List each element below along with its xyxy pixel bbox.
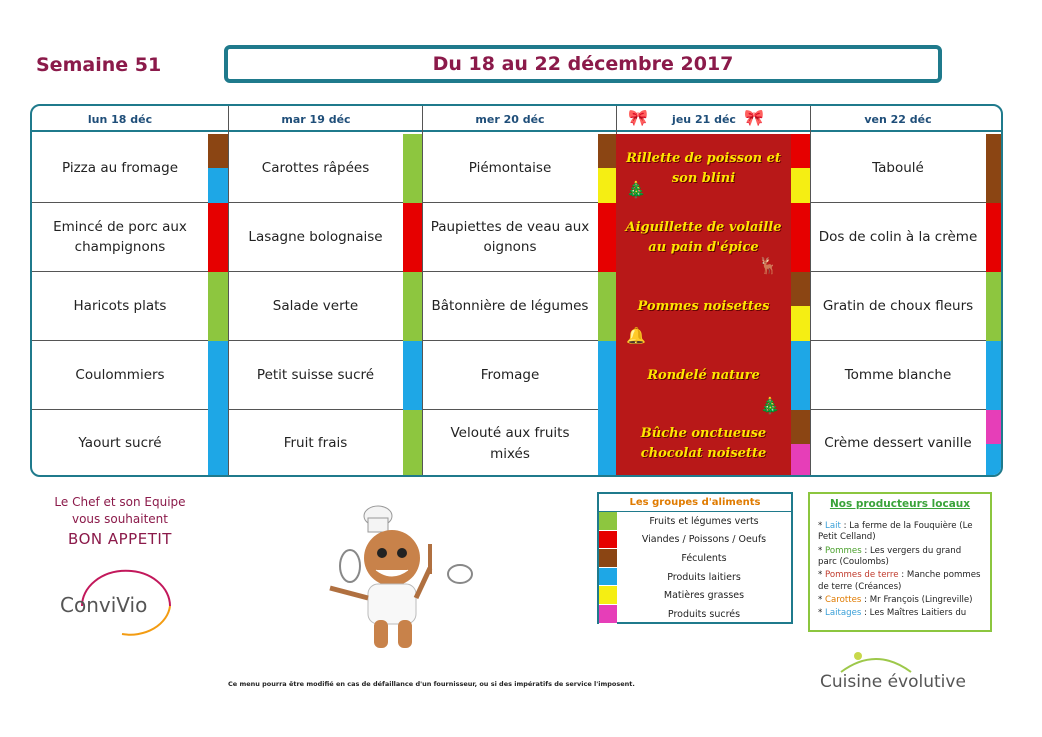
producer-key: Laitages [825,608,862,619]
food-group-bar [598,134,616,168]
producer-key: Pommes de terre [825,570,899,581]
food-groups-legend [597,492,793,624]
week-label: Semaine 51 [36,54,162,76]
menu-item-jeu-dessert: Bûche onctueuse chocolat noisette [616,410,791,477]
menu-item-ven-accompagnement: Gratin de choux fleurs [810,272,986,341]
convivio-logo-text: ConviVio [60,593,148,617]
food-group-bar [403,410,422,477]
menu-item-mer-accompagnement: Bâtonnière de légumes [422,272,598,341]
bells-icon: 🔔 [626,328,646,345]
menu-item-lun-fromage: Coulommiers [32,341,208,410]
legend-label: Matières grasses [663,590,745,602]
legend-label: Viandes / Poissons / Oeufs [641,534,767,546]
legend-row [599,549,791,568]
menu-item-lun-plat: Emincé de porc aux champignons [32,203,208,272]
producer-value: : Les Maîtres Laitiers du [861,608,967,619]
menu-item-lun-dessert: Yaourt sucré [78,435,162,452]
legend-title: Les groupes d'aliments [599,494,791,512]
producer-item: * Pommes : Les vergers du grand parc (Coulombs) [818,545,962,567]
food-group-bar [208,272,228,341]
legend-row [599,512,791,531]
reindeer-icon: 🦌 [758,258,778,275]
food-group-bar [403,341,422,410]
legend-row [599,568,791,587]
menu-item-mer-entree: Piémontaise [422,134,598,203]
legend-swatch [599,586,617,605]
day-header-mer: mer 20 déc [475,112,545,126]
food-group-bar [791,444,810,477]
menu-item-lun-accompagnement: Haricots plats [32,272,208,341]
gingerbread-chef-icon [310,498,480,658]
legend-swatch [599,549,617,568]
menu-item-ven-fromage: Tomme blanche [810,341,986,410]
food-group-bar [986,444,1003,477]
food-group-bar [403,272,422,341]
legend-label: Féculents [681,552,727,564]
food-group-bar [598,272,616,341]
legend-row [599,605,791,624]
food-group-bar [791,341,810,410]
local-producers-box [808,492,992,632]
menu-item-mar-entree: Carottes râpées [228,134,403,203]
menu-item-jeu-fromage: Rondelé nature [616,341,791,410]
chef-greeting-line: vous souhaitent [71,512,168,527]
legend-label: Produits laitiers [667,571,741,583]
producer-key: Lait [825,520,841,531]
date-range-text: Du 18 au 22 décembre 2017 [432,53,734,75]
food-group-bar [208,168,228,203]
cuisine-evolutive-logo-icon [836,646,916,674]
legend-row [599,531,791,550]
christmas-tree-icon: 🎄 [760,398,780,415]
food-group-bar [208,203,228,272]
food-group-bar [598,341,616,410]
date-range-title [224,45,942,83]
producer-value: : Mr François (Lingreville) [861,594,973,605]
legend-swatch [599,605,617,624]
christmas-tree-icon: 🎄 [626,182,646,199]
food-group-bar [208,341,228,410]
menu-item-ven-dessert: Crème dessert vanille [824,435,972,452]
food-group-bar [208,134,228,168]
food-group-bar [598,168,616,203]
table-header-row [32,106,1001,132]
menu-item-jeu-accompagnement: Pommes noisettes [616,272,791,341]
legend-label: Fruits et légumes verts [649,515,759,527]
chef-greeting [40,494,200,551]
food-group-bar [986,203,1003,272]
producer-item: * Lait : La ferme de la Fouquière (Le Petit Celland) [818,520,973,543]
producer-value: : Manche pommes de terre (Créances) [818,570,981,592]
food-group-bar [986,272,1003,341]
footnote: Ce menu pourra être modifié en cas de défaillance d'un fournisseur, ou si des impératifs de service l'imposent. [228,680,635,688]
menu-item-mer-fromage: Fromage [422,341,598,410]
legend-row [599,586,791,605]
food-group-bar [986,341,1003,410]
menu-item-mar-fromage: Petit suisse sucré [228,341,403,410]
producer-key: Carottes [825,594,862,605]
food-group-bar [986,134,1003,203]
food-group-bar [791,410,810,444]
food-group-bar [791,306,810,341]
day-header-ven: ven 22 déc [864,112,932,126]
chef-greeting-line: Le Chef et son Equipe [54,495,186,509]
producer-item: * Laitages : Les Maîtres Laitiers du [818,608,967,619]
producer-value: : Les vergers du grand parc (Coulombs) [818,545,962,567]
food-group-bar [598,203,616,272]
legend-swatch [599,512,617,531]
day-header-lun: lun 18 déc [87,112,153,126]
food-group-bar [598,410,616,477]
menu-item-mar-plat: Lasagne bolognaise [228,203,403,272]
producer-item: * Pommes de terre : Manche pommes de terre (Créances) [818,570,981,592]
menu-item-mer-plat: Paupiettes de veau aux oignons [422,203,598,272]
bow-icon: 🎀 [628,110,648,127]
menu-item-mar-accompagnement: Salade verte [228,272,403,341]
food-group-bar [986,410,1003,444]
menu-item-ven-entree: Taboulé [810,134,986,203]
producer-key: Pommes [825,545,862,556]
day-header-jeu: jeu 21 déc [672,112,736,126]
day-header-mar: mar 19 déc [281,112,351,126]
bon-appetit-text: BON APPETIT [68,529,172,548]
food-group-bar [791,168,810,203]
menu-item-ven-plat: Dos de colin à la crème [810,203,986,272]
food-group-bar [403,203,422,272]
menu-table [30,104,1003,477]
producers-title: Nos producteurs locaux [829,498,971,510]
producer-item: * Carottes : Mr François (Lingreville) [818,594,973,605]
food-group-bar [791,272,810,306]
legend-swatch [599,568,617,587]
menu-item-mer-dessert: Velouté aux fruits mixés [450,425,570,462]
legend-label: Produits sucrés [667,608,741,620]
menu-item-mar-dessert: Fruit frais [283,435,348,452]
menu-item-jeu-plat: Aiguillette de volaille au pain d'épice [616,203,791,272]
food-group-bar [208,410,228,477]
food-group-bar [403,134,422,203]
legend-swatch [599,531,617,550]
food-group-bar [791,203,810,272]
menu-item-lun-entree: Pizza au fromage [32,134,208,203]
cuisine-evolutive-logo-text: Cuisine évolutive [820,672,966,692]
food-group-bar [791,134,810,168]
menu-item-jeu-entree: Rillette de poisson et son blini [616,134,791,203]
bow-icon: 🎀 [744,110,764,127]
producer-value: : La ferme de la Fouquière (Le Petit Celland) [818,520,973,543]
